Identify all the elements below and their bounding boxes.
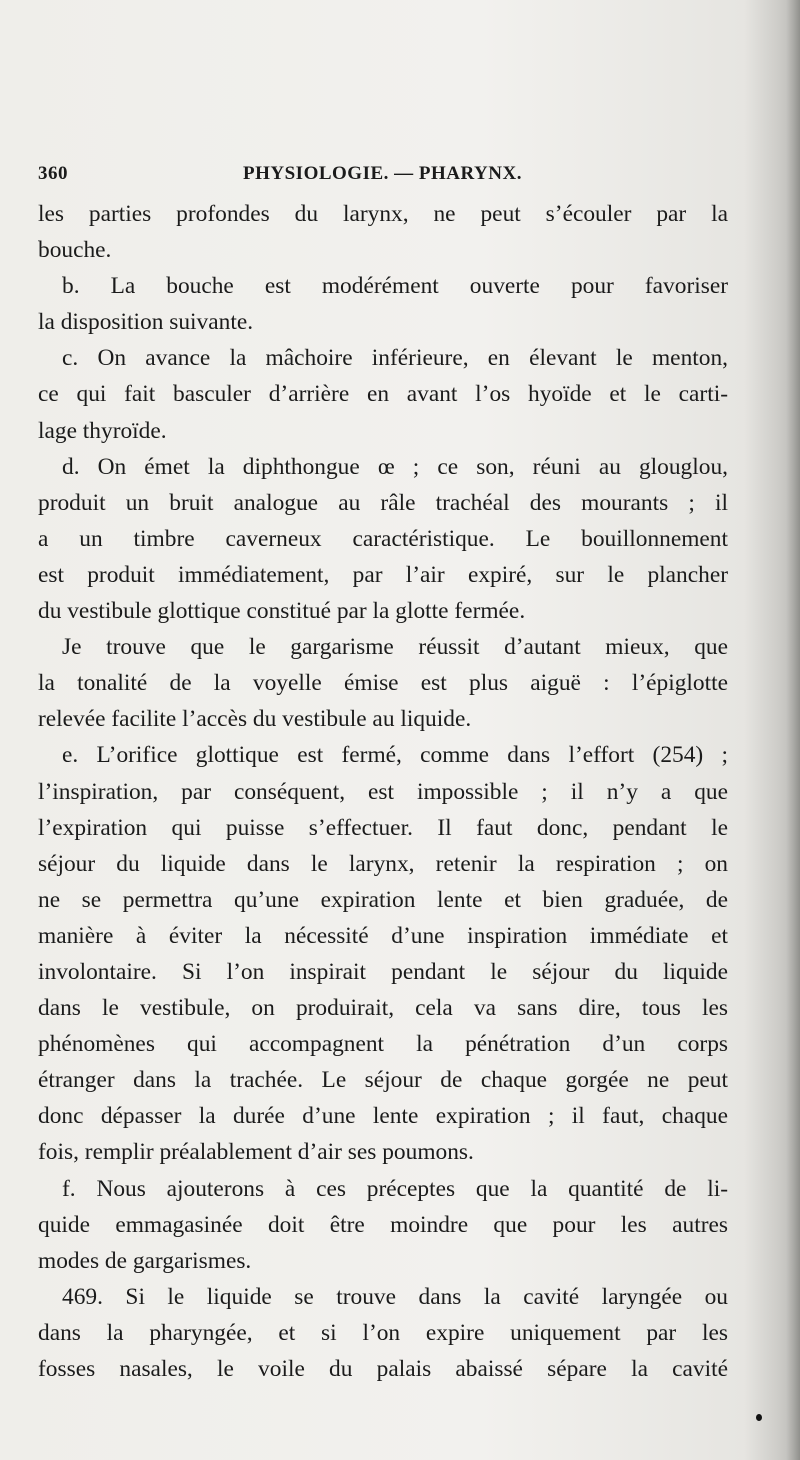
page-number: 360 <box>38 163 68 184</box>
text-line: d. On émet la diphthongue œ ; ce son, réuni au glouglou, <box>62 453 728 480</box>
text-line: involontaire. Si l’on inspirait pendant le séjour du liquide <box>38 958 728 985</box>
text-line: f. Nous ajouterons à ces préceptes que la quantité de li- <box>62 1175 728 1202</box>
text-line: la disposition suivante. <box>38 309 254 336</box>
text-line: dans le vestibule, on produirait, cela va sans dire, tous les <box>38 995 728 1022</box>
running-title: PHYSIOLOGIE. — PHARYNX. <box>243 163 522 184</box>
text-line: b. La bouche est modérément ouverte pour favoriser <box>62 273 728 300</box>
ink-speck <box>756 1414 762 1421</box>
text-line: a un timbre caverneux caractéristique. Le bouillonnement <box>38 525 728 552</box>
text-line: 469. Si le liquide se trouve dans la cavité laryngée ou <box>62 1283 728 1310</box>
text-line: ne se permettra qu’une expiration lente et bien graduée, de <box>38 886 728 913</box>
text-line: produit un bruit analogue au râle trachéal des mourants ; il <box>38 489 728 516</box>
text-line: étranger dans la trachée. Le séjour de chaque gorgée ne peut <box>38 1067 728 1094</box>
text-line: manière à éviter la nécessité d’une inspiration immédiate et <box>38 922 728 949</box>
text-line: ce qui fait basculer d’arrière en avant l’os hyoïde et le carti- <box>38 381 728 408</box>
text-line: l’inspiration, par conséquent, est impossible ; il n’y a que <box>38 778 728 805</box>
text-line: relevée facilite l’accès du vestibule au liquide. <box>38 706 472 733</box>
page-body-text <box>38 196 728 1387</box>
text-line: l’expiration qui puisse s’effectuer. Il faut donc, pendant le <box>38 814 728 841</box>
text-line: séjour du liquide dans le larynx, retenir la respiration ; on <box>38 850 728 877</box>
text-line: donc dépasser la durée d’une lente expiration ; il faut, chaque <box>38 1103 728 1130</box>
text-line: fois, remplir préalablement d’air ses poumons. <box>38 1139 474 1166</box>
text-line: quide emmagasinée doit être moindre que pour les autres <box>38 1211 728 1238</box>
text-line: dans la pharyngée, et si l’on expire uniquement par les <box>38 1319 728 1346</box>
page-edge-shadow <box>786 0 800 1460</box>
text-line: est produit immédiatement, par l’air expiré, sur le plancher <box>38 561 728 588</box>
text-line: bouche. <box>38 237 112 264</box>
text-line: Je trouve que le gargarisme réussit d’autant mieux, que <box>62 634 728 661</box>
text-line: fosses nasales, le voile du palais abaissé sépare la cavité <box>38 1356 728 1382</box>
text-line: du vestibule glottique constitué par la glotte fermée. <box>38 598 526 625</box>
text-line: modes de gargarismes. <box>38 1247 252 1274</box>
text-line: les parties profondes du larynx, ne peut s’écouler par la <box>38 201 728 227</box>
text-line: lage thyroïde. <box>38 417 167 444</box>
text-line: e. L’orifice glottique est fermé, comme dans l’effort (254) ; <box>62 742 728 769</box>
text-line: phénomènes qui accompagnent la pénétration d’un corps <box>38 1031 728 1058</box>
text-line: c. On avance la mâchoire inférieure, en élevant le menton, <box>62 345 728 372</box>
running-header <box>38 163 728 191</box>
text-line: la tonalité de la voyelle émise est plus aiguë : l’épiglotte <box>38 670 728 697</box>
